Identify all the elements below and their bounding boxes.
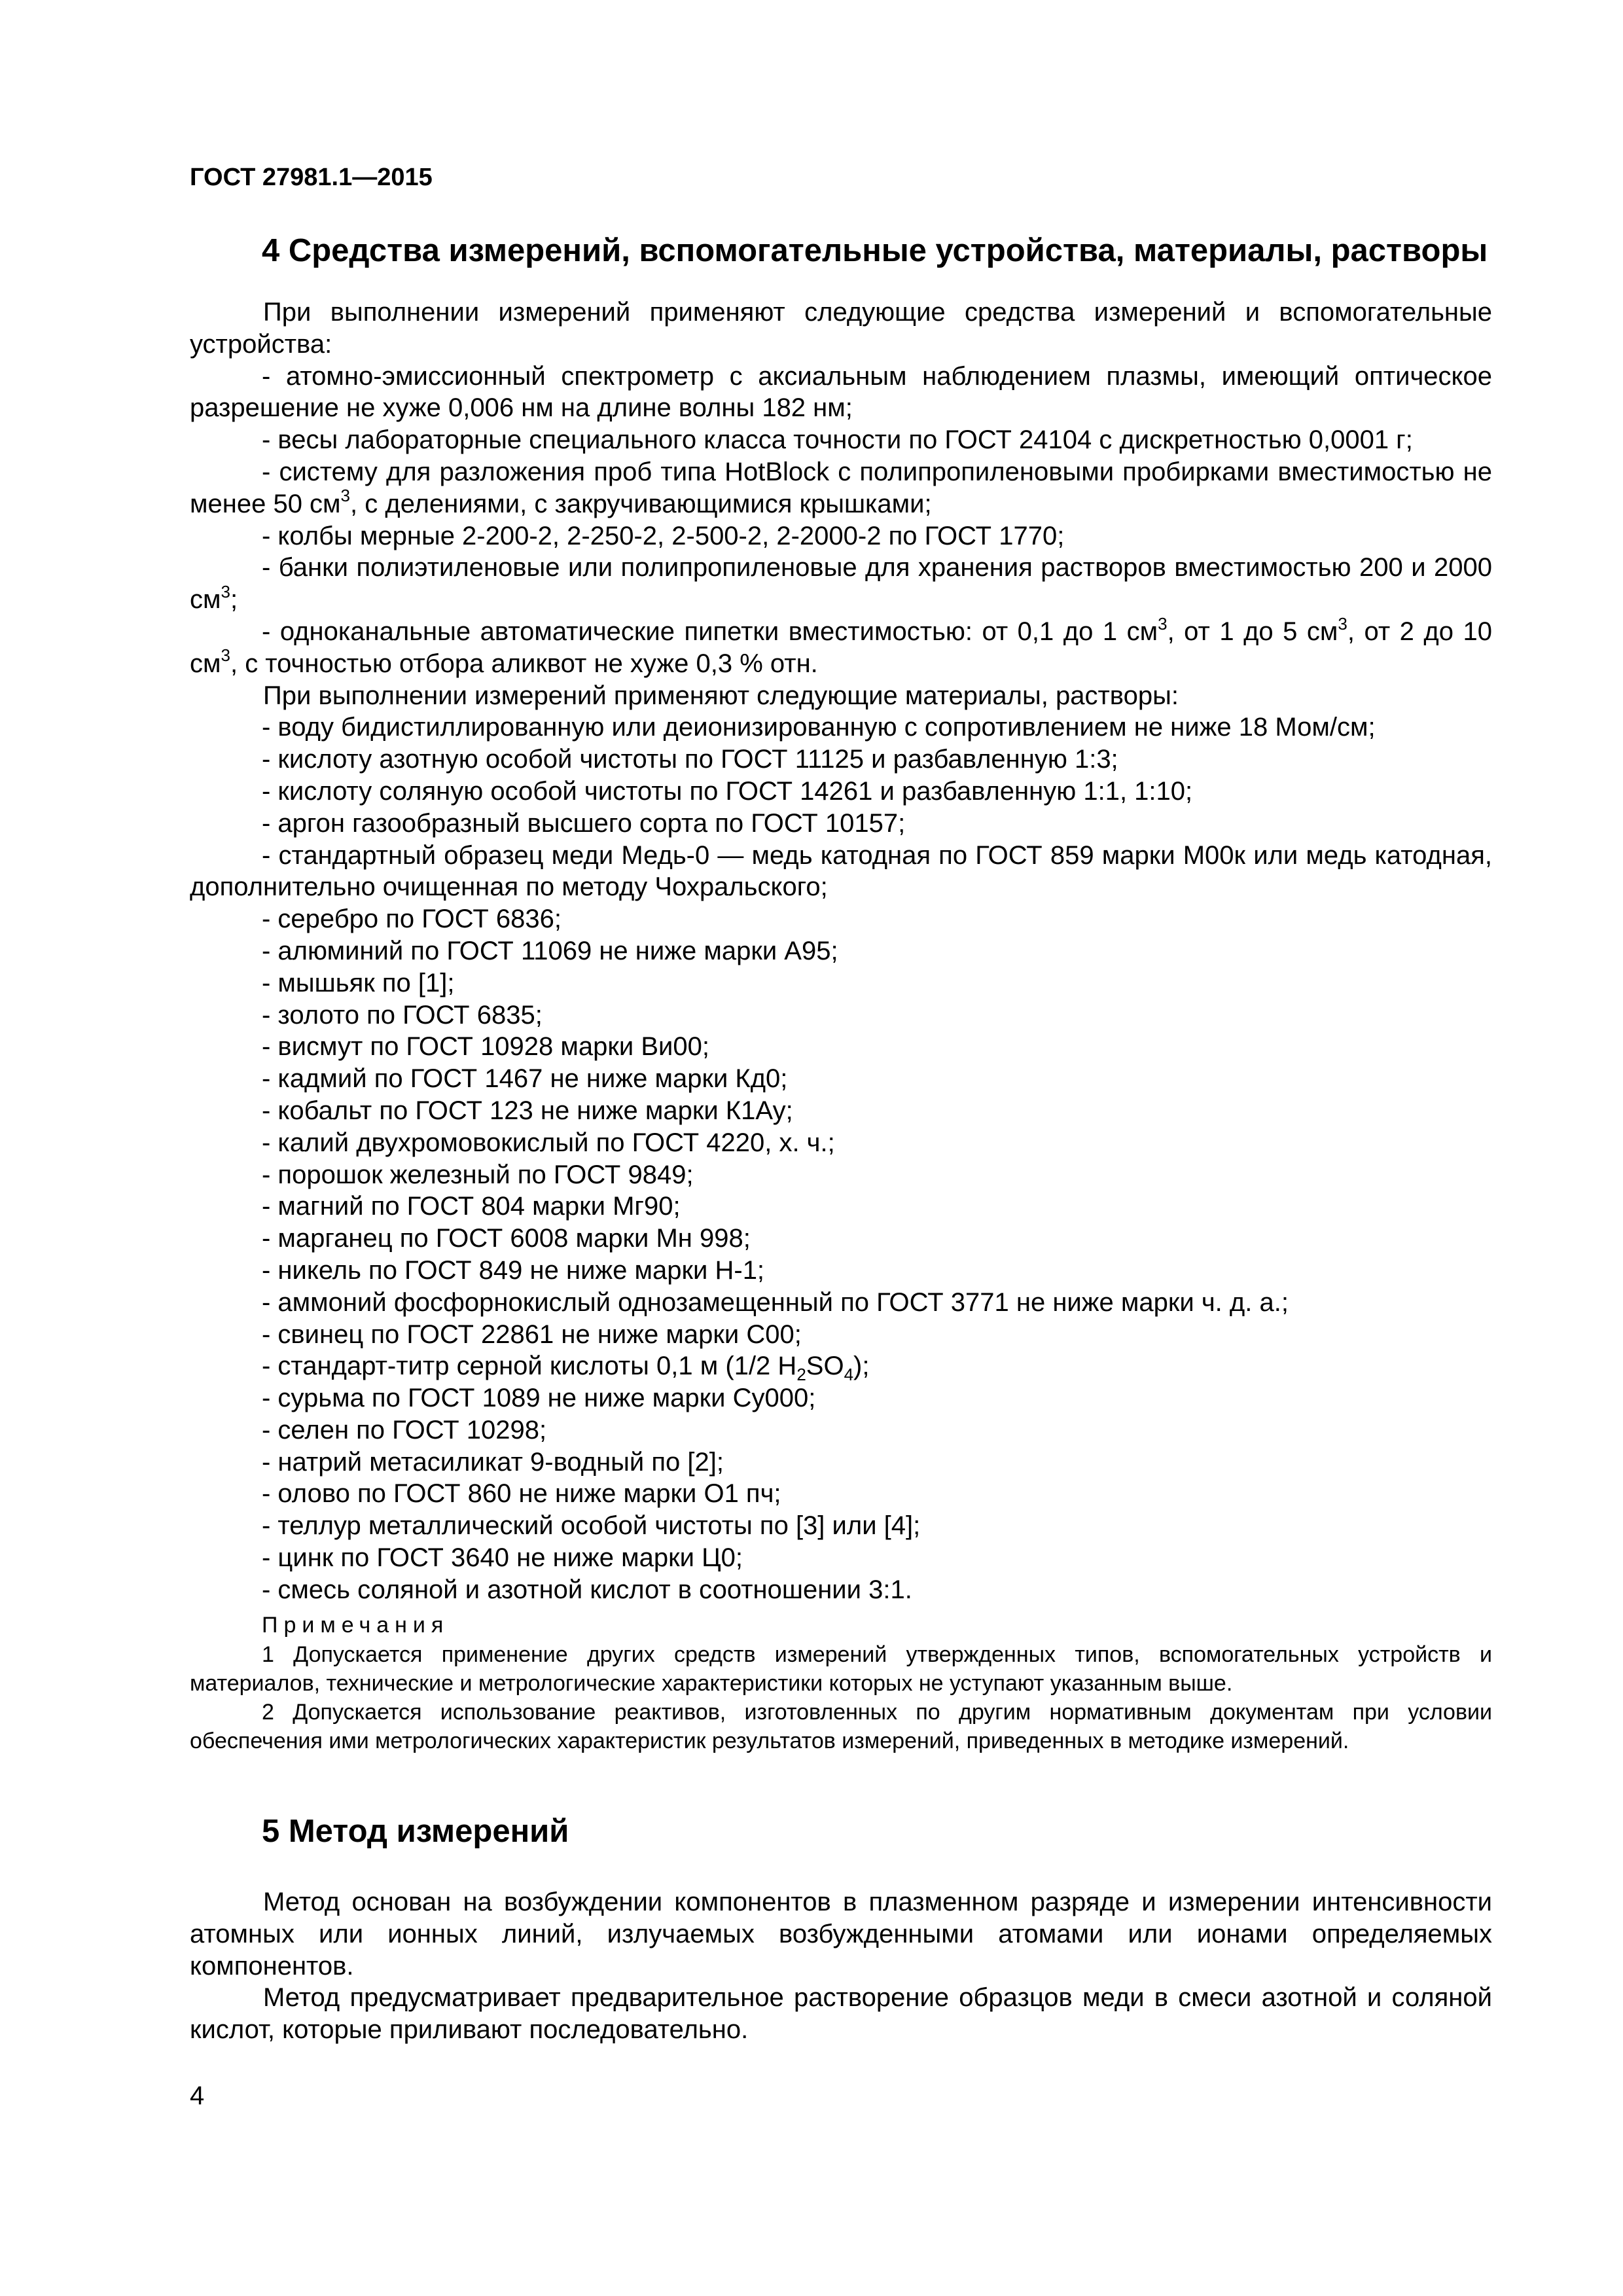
material-item: - стандартный образец меди Медь-0 — медь катодная по ГОСТ 859 марки М00к или медь катодная, дополнительно очищенная по методу Чохральского; — [190, 840, 1492, 902]
material-item: - теллур металлический особой чистоты по [3] или [4]; — [262, 1511, 921, 1541]
instrument-item: - систему для разложения проб типа HotBlock с полипропиленовыми пробирками вместимостью не менее 50 $см^3$, с делениями, с закручивающимися крышками; — [190, 457, 1492, 518]
section-5-paragraph: Метод предусматривает предварительное растворение образцов меди в смеси азотной и соляной кислот, которые приливают последовательно. — [190, 1983, 1492, 2045]
material-item: - селен по ГОСТ 10298; — [262, 1415, 547, 1444]
instrument-item: - колбы мерные 2-200-2, 2-250-2, 2-500-2, 2-2000-2 по ГОСТ 1770; — [262, 521, 1065, 550]
material-item: - кобальт по ГОСТ 123 не ниже марки К1Ау; — [262, 1096, 793, 1125]
page-number: 4 — [190, 2081, 205, 2110]
material-item: - сурьма по ГОСТ 1089 не ниже марки Су000; — [262, 1384, 816, 1413]
material-item: - марганец по ГОСТ 6008 марки Мн 998; — [262, 1224, 751, 1253]
material-item: - кислоту азотную особой чистоты по ГОСТ 11125 и разбавленную 1:3; — [262, 745, 1118, 774]
material-item: - серебро по ГОСТ 6836; — [262, 905, 562, 934]
instrument-item: - весы лабораторные специального класса точности по ГОСТ 24104 с дискретностью 0,0001 г; — [262, 425, 1413, 455]
instrument-item: - атомно-эмиссионный спектрометр с аксиальным наблюдением плазмы, имеющий оптическое разрешение не хуже 0,006 нм на длине волны 182 нм; — [190, 361, 1492, 423]
material-item: - золото по ГОСТ 6835; — [262, 1000, 543, 1030]
note-1: 1 Допускается применение других средств измерений утвержденных типов, вспомогательных устройств и материалов, технические и метрологические характеристики которых не уступают указанным выше. — [190, 1641, 1492, 1696]
note-2: 2 Допускается использование реактивов, изготовленных по другим нормативным документам при условии обеспечения ими метрологических характеристик результатов измерений, приведенных в методике измерений. — [190, 1699, 1492, 1753]
section-4 — [190, 232, 1492, 1755]
material-item: - натрий метасиликат 9-водный по [2]; — [262, 1447, 724, 1477]
section-5 — [190, 1813, 1492, 2046]
material-item: - аргон газообразный высшего сорта по ГОСТ 10157; — [262, 808, 906, 838]
material-item: - олово по ГОСТ 860 не ниже марки О1 пч; — [262, 1479, 781, 1509]
section-5-paragraph: Метод основан на возбуждении компонентов в плазменном разряде и измерении интенсивности атомных или ионных линий, излучаемых возбужденными атомами или ионами определяемых компонентов. — [190, 1888, 1492, 1981]
material-item: - кадмий по ГОСТ 1467 не ниже марки Кд0; — [262, 1064, 788, 1094]
material-item: - калий двухромовокислый по ГОСТ 4220, х. ч.; — [262, 1128, 835, 1157]
instruments-intro: При выполнении измерений применяют следующие средства измерений и вспомогательные устройства: — [190, 298, 1492, 359]
material-item: - свинец по ГОСТ 22861 не ниже марки С00; — [262, 1319, 802, 1349]
instrument-item: - одноканальные автоматические пипетки вместимостью: от 0,1 до 1 $см^3$, от 1 до 5 $см^3$, от 2 до 10 $см^3$, с точностью отбора аликвот не хуже 0,3 % отн. — [190, 613, 1492, 678]
material-item: - смесь соляной и азотной кислот в соотношении 3:1. — [262, 1575, 912, 1604]
material-item: - мышьяк по [1]; — [262, 968, 455, 997]
notes-label: Примечания — [262, 1612, 450, 1638]
instrument-item: - банки полиэтиленовые или полипропиленовые для хранения растворов вместимостью 200 и 2000 $см^3$; — [190, 553, 1492, 615]
material-item-titr: - стандарт-титр серной кислоты 0,1 м (1/2 $H_2SO_4$); — [262, 1352, 870, 1385]
material-item: - алюминий по ГОСТ 11069 не ниже марки А95; — [262, 936, 838, 965]
material-item: - порошок железный по ГОСТ 9849; — [262, 1160, 694, 1189]
section-5-title: 5 Метод измерений — [262, 1814, 569, 1849]
document-header: ГОСТ 27981.1—2015 — [190, 164, 433, 191]
material-item: - никель по ГОСТ 849 не ниже марки Н-1; — [262, 1255, 765, 1285]
material-item: - кислоту соляную особой чистоты по ГОСТ 14261 и разбавленную 1:1, 1:10; — [262, 776, 1193, 806]
material-item: - аммоний фосфорнокислый однозамещенный по ГОСТ 3771 не ниже марки ч. д. а.; — [262, 1287, 1289, 1317]
material-item: - магний по ГОСТ 804 марки Мг90; — [262, 1192, 681, 1221]
section-4-title: 4 Средства измерений, вспомогательные устройства, материалы, растворы — [262, 233, 1488, 268]
material-item: - висмут по ГОСТ 10928 марки Ви00; — [262, 1032, 709, 1062]
materials-intro: При выполнении измерений применяют следующие материалы, растворы: — [263, 681, 1179, 710]
material-item: - цинк по ГОСТ 3640 не ниже марки Ц0; — [262, 1543, 743, 1573]
material-item: - воду бидистиллированную или деионизированную с сопротивлением не ниже 18 Мом/см; — [262, 713, 1376, 742]
